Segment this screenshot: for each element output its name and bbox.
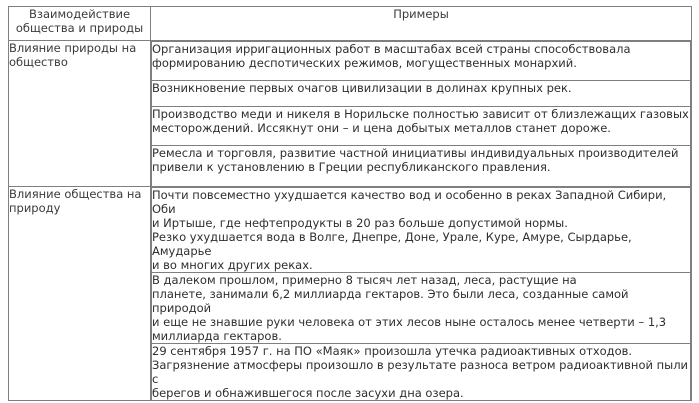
example-line: миллиарда гектаров. <box>152 329 282 343</box>
example-forests <box>152 273 691 344</box>
example-river-civilizations <box>152 81 691 107</box>
category-line: природу <box>9 201 61 215</box>
example-line: Производство меди и никеля в Норильске полностью зависит от близлежащих газовых <box>152 107 689 121</box>
example-water-quality <box>152 188 691 273</box>
header-interaction-line: Взаимодействие <box>28 7 131 21</box>
example-line: месторождений. Иссякнут они – и цена добытых металлов станет дороже. <box>152 121 611 135</box>
category-nature-on-society <box>9 41 151 187</box>
example-line: и еще не знавшие руки человека от этих лесов ныне осталось менее четверти – 1,3 <box>152 315 667 329</box>
society-nature-table <box>8 6 692 401</box>
example-row <box>152 273 691 344</box>
example-row <box>152 188 691 273</box>
example-line: Организация ирригационных работ в масштабах всей страны способствовала <box>152 42 631 56</box>
header-interaction <box>9 7 151 41</box>
example-line: привели к установлению в Греции республиканского правления. <box>152 160 551 174</box>
examples-list <box>151 41 691 186</box>
header-interaction-line: общества и природы <box>15 21 144 35</box>
example-line: 29 сентября 1957 г. на ПО «Маяк» произошла утечка радиоактивных отходов. <box>152 344 633 358</box>
example-row <box>152 81 691 107</box>
example-line: Загрязнение атмосферы произошло в результате разноса ветром радиоактивной пыли с <box>152 358 689 386</box>
example-line: и во многих других реках. <box>152 258 313 272</box>
example-row <box>152 42 691 81</box>
example-line: Резко ухудшается вода в Волге, Днепре, Доне, Урале, Куре, Амуре, Сырдарье, Амударье <box>152 230 632 258</box>
examples-nature-on-society <box>151 41 692 187</box>
example-line: и Иртыше, где нефтепродукты в 20 раз больше допустимой нормы. <box>152 216 568 230</box>
example-mayak <box>152 344 691 401</box>
section-row-nature-on-society <box>9 41 692 187</box>
example-line: Почти повсеместно ухудшается качество вод и особенно в реках Западной Сибири, Оби <box>152 188 667 216</box>
example-line: В далеком прошлом, примерно 8 тысяч лет назад, леса, растущие на <box>152 273 577 287</box>
example-line: Возникновение первых очагов цивилизации в долинах крупных рек. <box>152 81 572 95</box>
example-row <box>152 146 691 187</box>
example-line: формированию деспотических режимов, могущественных монархий. <box>152 56 577 70</box>
examples-list <box>151 187 691 400</box>
category-line: Влияние природы на <box>9 41 137 55</box>
header-row <box>9 7 692 41</box>
category-society-on-nature <box>9 187 151 401</box>
example-irrigation <box>152 42 691 81</box>
example-row <box>152 107 691 146</box>
example-line: берегов и обнажившегося после засухи дна озера. <box>152 386 464 400</box>
category-line: общество <box>9 55 68 69</box>
header-examples: Примеры <box>151 7 692 41</box>
category-line: Влияние общества на <box>9 187 142 201</box>
section-row-society-on-nature <box>9 187 692 401</box>
example-line: Ремесла и торговля, развитие частной инициативы индивидуальных производителей <box>152 146 679 160</box>
example-line: планете, занимали 6,2 миллиарда гектаров. Это были леса, созданные самой природой <box>152 287 629 315</box>
example-greece-crafts <box>152 146 691 187</box>
example-norilsk <box>152 107 691 146</box>
examples-society-on-nature <box>151 187 692 401</box>
example-row <box>152 344 691 401</box>
